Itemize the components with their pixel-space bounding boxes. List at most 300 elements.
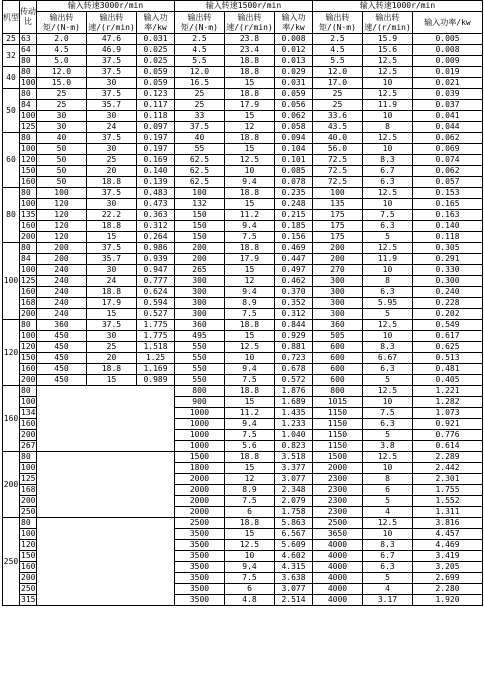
cell-torque-1000: 300: [313, 298, 363, 309]
cell-ratio: 200: [21, 430, 36, 439]
cell-torque-1000: 600: [313, 364, 363, 375]
cell-power-1000: 2.442: [413, 463, 483, 474]
table-row: [3, 375, 483, 386]
cell-power-3000: 0.031: [137, 34, 175, 45]
cell-ratio: 200: [21, 309, 36, 318]
cell-power-1000: 0.019: [413, 67, 483, 78]
table-body: [3, 34, 483, 606]
cell-out-speed-1500: 15: [225, 331, 275, 342]
cell-torque-1000: 800: [313, 386, 363, 397]
table-row: [3, 78, 483, 89]
cell-out-speed-3000: 25: [87, 155, 137, 166]
cell-torque-1500: 3500: [175, 573, 225, 584]
cell-out-speed-1500: 15: [225, 397, 275, 408]
header-out-speed-1000: 输出转速/(r/min): [364, 12, 411, 32]
cell-torque-1000: 33.6: [313, 111, 363, 122]
cell-power-1000: 4.457: [413, 529, 483, 540]
cell-out-speed-1000: 6.7: [363, 166, 413, 177]
cell-ratio: 80: [20, 320, 37, 331]
cell-power-1000: 0.776: [413, 430, 483, 441]
cell-torque-3000: 50: [37, 177, 87, 188]
cell-power-1000: 0.062: [413, 166, 483, 177]
cell-out-speed-1500: 4.8: [225, 595, 275, 606]
cell-torque-1000: 4000: [313, 540, 363, 551]
cell-torque-1000: 300: [313, 287, 363, 298]
cell-out-speed-1500: 10: [225, 166, 275, 177]
cell-model: 40: [3, 67, 20, 89]
cell-empty-3000: [37, 386, 175, 452]
cell-out-speed-1500: 9.4: [225, 287, 275, 298]
cell-out-speed-1500: 15: [225, 463, 275, 474]
cell-torque-1500: 2000: [175, 496, 225, 507]
table-row: [3, 155, 483, 166]
cell-model: 160: [3, 386, 20, 452]
cell-out-speed-1500: 18.8: [225, 386, 275, 397]
cell-power-3000: 0.197: [137, 133, 175, 144]
cell-torque-1000: 1500: [313, 452, 363, 463]
cell-out-speed-1500: 17.9: [225, 100, 275, 111]
cell-power-1000: 0.291: [413, 254, 483, 265]
cell-power-1500: 1.876: [275, 386, 313, 397]
cell-power-1000: 3.205: [413, 562, 483, 573]
cell-torque-1000: 2300: [313, 474, 363, 485]
cell-torque-3000: 2.0: [37, 34, 87, 45]
cell-power-1000: 0.041: [413, 111, 483, 122]
cell-power-1000: 0.057: [413, 177, 483, 188]
cell-out-speed-3000: 37.5: [87, 67, 137, 78]
cell-ratio: 100: [21, 463, 36, 472]
cell-power-3000: 1.775: [137, 320, 175, 331]
cell-power-1500: 3.077: [275, 474, 313, 485]
cell-torque-1000: 43.5: [313, 122, 363, 133]
cell-power-3000: 0.123: [137, 89, 175, 100]
cell-ratio: 80: [20, 67, 37, 78]
cell-out-speed-1000: 6.3: [363, 221, 413, 232]
cell-power-1000: 3.816: [413, 518, 483, 529]
cell-out-speed-3000: 30: [87, 265, 137, 276]
cell-ratio: 160: [21, 221, 36, 230]
cell-power-1500: 0.248: [275, 199, 313, 210]
cell-torque-1000: 600: [313, 353, 363, 364]
cell-torque-1500: 900: [175, 397, 225, 408]
cell-ratio: 80: [20, 89, 37, 100]
cell-torque-1000: 600: [313, 375, 363, 386]
cell-power-1000: 3.419: [413, 551, 483, 562]
cell-power-1500: 6.567: [275, 529, 313, 540]
cell-power-1500: 1.689: [275, 397, 313, 408]
cell-torque-1500: 37.5: [175, 122, 225, 133]
cell-power-1500: 0.447: [275, 254, 313, 265]
cell-power-1500: 0.078: [275, 177, 313, 188]
cell-power-3000: 0.025: [137, 56, 175, 67]
cell-ratio: 80: [20, 452, 37, 463]
cell-out-speed-1000: 6.3: [363, 562, 413, 573]
cell-power-3000: 0.473: [137, 199, 175, 210]
cell-torque-3000: 50: [37, 166, 87, 177]
cell-power-1000: 0.405: [413, 375, 483, 386]
cell-out-speed-1500: 9.4: [225, 221, 275, 232]
cell-torque-3000: 200: [37, 243, 87, 254]
cell-power-1000: 0.614: [413, 441, 483, 452]
cell-out-speed-1500: 12: [225, 474, 275, 485]
cell-torque-1000: 40.0: [313, 133, 363, 144]
cell-power-1000: 2.301: [413, 474, 483, 485]
cell-out-speed-1000: 10: [363, 199, 413, 210]
cell-out-speed-1500: 7.5: [225, 309, 275, 320]
cell-torque-3000: 5.0: [37, 56, 87, 67]
table-row: [3, 320, 483, 331]
cell-out-speed-3000: 46.9: [87, 45, 137, 56]
cell-power-1500: 0.235: [275, 188, 313, 199]
cell-ratio: 200: [21, 375, 36, 384]
cell-out-speed-3000: 37.5: [87, 89, 137, 100]
cell-torque-1500: 3500: [175, 551, 225, 562]
cell-torque-1000: 72.5: [313, 155, 363, 166]
cell-torque-3000: 450: [37, 331, 87, 342]
cell-power-1500: 1.233: [275, 419, 313, 430]
table-row: [3, 298, 483, 309]
cell-power-3000: 0.363: [137, 210, 175, 221]
cell-out-speed-1000: 15.9: [363, 34, 413, 45]
cell-out-speed-1000: 10: [363, 397, 413, 408]
cell-torque-1500: 200: [175, 254, 225, 265]
table-row: [3, 177, 483, 188]
cell-power-3000: 0.624: [137, 287, 175, 298]
cell-out-speed-1000: 15.6: [363, 45, 413, 56]
cell-ratio: 315: [21, 595, 36, 604]
cell-power-1000: 0.074: [413, 155, 483, 166]
cell-torque-1500: 1500: [175, 452, 225, 463]
cell-out-speed-1500: 18.8: [225, 243, 275, 254]
cell-power-1000: 0.202: [413, 309, 483, 320]
cell-torque-1500: 1000: [175, 430, 225, 441]
table-row: [3, 144, 483, 155]
table-row: [3, 45, 483, 56]
cell-out-speed-1000: 6.3: [363, 419, 413, 430]
cell-out-speed-1000: 12.5: [363, 67, 413, 78]
header-torque-1000: 输出转矩/(N·m): [313, 12, 363, 34]
cell-out-speed-1000: 12.5: [363, 386, 413, 397]
cell-ratio: 150: [21, 551, 36, 560]
cell-out-speed-1000: 8.3: [363, 540, 413, 551]
cell-torque-1000: 2300: [313, 485, 363, 496]
cell-torque-1500: 3500: [175, 584, 225, 595]
header-model: 机型: [3, 1, 20, 34]
cell-out-speed-3000: 17.9: [87, 298, 137, 309]
table-row: [3, 265, 483, 276]
cell-power-1500: 0.013: [275, 56, 313, 67]
cell-out-speed-1500: 9.4: [225, 419, 275, 430]
cell-power-1500: 3.077: [275, 584, 313, 595]
cell-out-speed-1500: 7.5: [225, 573, 275, 584]
cell-out-speed-1500: 9.4: [225, 364, 275, 375]
cell-out-speed-1500: 12: [225, 122, 275, 133]
cell-power-3000: 0.059: [137, 78, 175, 89]
cell-ratio: 100: [21, 331, 36, 340]
cell-out-speed-1500: 18.8: [225, 56, 275, 67]
cell-ratio: 80: [20, 518, 37, 529]
cell-out-speed-1000: 8.3: [363, 155, 413, 166]
cell-out-speed-1000: 10: [363, 463, 413, 474]
cell-ratio: 250: [21, 507, 36, 516]
cell-out-speed-1500: 12.5: [225, 342, 275, 353]
cell-ratio: 80: [20, 188, 37, 199]
cell-ratio: 63: [20, 34, 37, 45]
cell-out-speed-1000: 5: [363, 309, 413, 320]
cell-power-1000: 0.163: [413, 210, 483, 221]
cell-empty-3000: [37, 518, 175, 606]
cell-torque-1500: 2000: [175, 485, 225, 496]
cell-out-speed-1500: 15: [225, 265, 275, 276]
cell-power-1000: 1.920: [413, 595, 483, 606]
cell-out-speed-1500: 18.8: [225, 133, 275, 144]
table-row: [3, 331, 483, 342]
cell-power-1000: 0.921: [413, 419, 483, 430]
cell-torque-1500: 800: [175, 386, 225, 397]
cell-power-1500: 0.462: [275, 276, 313, 287]
cell-model: 80: [3, 188, 20, 243]
table-row: [3, 309, 483, 320]
cell-power-1000: 0.625: [413, 342, 483, 353]
cell-power-1500: 0.844: [275, 320, 313, 331]
cell-power-1500: 0.008: [275, 34, 313, 45]
cell-torque-1500: 12.0: [175, 67, 225, 78]
cell-power-1000: 0.069: [413, 144, 483, 155]
cell-out-speed-3000: 30: [87, 78, 137, 89]
cell-ratio: 125: [21, 276, 36, 285]
cell-torque-3000: 240: [37, 276, 87, 287]
cell-out-speed-1000: 10: [363, 144, 413, 155]
table-row: [3, 56, 483, 67]
cell-torque-1500: 265: [175, 265, 225, 276]
cell-torque-1000: 2.5: [313, 34, 363, 45]
cell-out-speed-3000: 18.8: [87, 177, 137, 188]
cell-out-speed-1500: 12: [225, 276, 275, 287]
cell-out-speed-1000: 8.3: [363, 342, 413, 353]
cell-out-speed-1500: 12.5: [225, 540, 275, 551]
cell-power-3000: 0.312: [137, 221, 175, 232]
cell-torque-3000: 100: [37, 188, 87, 199]
header-out-speed-3000: 输出转速/(r/min): [88, 12, 135, 32]
cell-ratio: 267: [21, 441, 36, 450]
table-row: [3, 133, 483, 144]
cell-torque-1500: 33: [175, 111, 225, 122]
cell-ratio: 100: [21, 144, 36, 153]
cell-torque-1500: 62.5: [175, 166, 225, 177]
cell-torque-1000: 2500: [313, 518, 363, 529]
cell-out-speed-1500: 23.8: [225, 34, 275, 45]
cell-torque-3000: 450: [37, 375, 87, 386]
cell-out-speed-1000: 11.9: [363, 100, 413, 111]
cell-out-speed-1000: 5: [363, 430, 413, 441]
cell-out-speed-3000: 22.2: [87, 210, 137, 221]
cell-ratio: 200: [21, 232, 36, 241]
cell-out-speed-3000: 18.8: [87, 287, 137, 298]
cell-out-speed-3000: 47.6: [87, 34, 137, 45]
cell-power-3000: 0.986: [137, 243, 175, 254]
cell-out-speed-1000: 6.7: [363, 551, 413, 562]
cell-power-1000: 0.062: [413, 133, 483, 144]
cell-out-speed-1500: 12.5: [225, 155, 275, 166]
cell-empty-3000: [37, 452, 175, 518]
cell-power-1500: 3.638: [275, 573, 313, 584]
cell-power-3000: 0.197: [137, 144, 175, 155]
table-row: [3, 188, 483, 199]
cell-out-speed-1500: 5.6: [225, 441, 275, 452]
cell-torque-1500: 62.5: [175, 177, 225, 188]
cell-ratio: 160: [21, 364, 36, 373]
cell-power-1500: 3.377: [275, 463, 313, 474]
cell-ratio: 125: [21, 474, 36, 483]
cell-power-3000: 0.117: [137, 100, 175, 111]
cell-torque-3000: 120: [37, 210, 87, 221]
cell-torque-1500: 5.5: [175, 56, 225, 67]
cell-ratio: 200: [21, 573, 36, 582]
cell-torque-1500: 150: [175, 221, 225, 232]
cell-torque-1500: 150: [175, 210, 225, 221]
table-row: [3, 243, 483, 254]
table-row: [3, 111, 483, 122]
table-row: [3, 342, 483, 353]
cell-out-speed-1500: 10: [225, 353, 275, 364]
cell-power-1500: 0.059: [275, 89, 313, 100]
cell-out-speed-1500: 9.4: [225, 562, 275, 573]
cell-power-1500: 0.497: [275, 265, 313, 276]
cell-power-3000: 1.518: [137, 342, 175, 353]
table-row: [3, 100, 483, 111]
cell-power-1500: 0.823: [275, 441, 313, 452]
cell-out-speed-1500: 15: [225, 78, 275, 89]
cell-torque-3000: 30: [37, 111, 87, 122]
cell-torque-3000: 120: [37, 199, 87, 210]
cell-torque-3000: 50: [37, 144, 87, 155]
cell-ratio: 160: [21, 177, 36, 186]
cell-power-1500: 1.758: [275, 507, 313, 518]
cell-out-speed-3000: 30: [87, 111, 137, 122]
cell-power-1000: 0.037: [413, 100, 483, 111]
cell-ratio: 168: [21, 485, 36, 494]
cell-power-3000: 0.025: [137, 45, 175, 56]
cell-power-3000: 0.140: [137, 166, 175, 177]
cell-out-speed-1000: 12.5: [363, 243, 413, 254]
cell-torque-1500: 550: [175, 353, 225, 364]
cell-ratio: 100: [21, 78, 36, 87]
cell-out-speed-3000: 30: [87, 144, 137, 155]
cell-out-speed-1000: 8: [363, 276, 413, 287]
cell-out-speed-1500: 7.5: [225, 232, 275, 243]
cell-torque-3000: 450: [37, 353, 87, 364]
cell-power-3000: 1.169: [137, 364, 175, 375]
cell-out-speed-1000: 12.5: [363, 320, 413, 331]
cell-out-speed-1000: 6.67: [363, 353, 413, 364]
header-row-columns: [3, 12, 483, 34]
cell-out-speed-1000: 8: [363, 474, 413, 485]
cell-torque-3000: 25: [37, 100, 87, 111]
cell-ratio: 80: [20, 243, 37, 254]
cell-out-speed-1000: 5.95: [363, 298, 413, 309]
cell-torque-1000: 200: [313, 243, 363, 254]
cell-torque-1500: 300: [175, 309, 225, 320]
cell-power-1500: 0.469: [275, 243, 313, 254]
cell-power-1000: 0.118: [413, 232, 483, 243]
cell-out-speed-1500: 18.8: [225, 452, 275, 463]
cell-torque-1500: 16.5: [175, 78, 225, 89]
cell-torque-3000: 240: [37, 287, 87, 298]
cell-power-1500: 3.518: [275, 452, 313, 463]
cell-ratio: 120: [21, 342, 36, 351]
cell-torque-1000: 300: [313, 309, 363, 320]
cell-out-speed-1500: 18.8: [225, 89, 275, 100]
cell-out-speed-1500: 11.2: [225, 210, 275, 221]
cell-out-speed-1000: 12.5: [363, 133, 413, 144]
cell-power-1000: 0.009: [413, 56, 483, 67]
cell-power-1500: 0.085: [275, 166, 313, 177]
cell-power-1500: 0.678: [275, 364, 313, 375]
reducer-performance-table: [2, 0, 483, 606]
cell-out-speed-3000: 37.5: [87, 243, 137, 254]
cell-power-1500: 0.062: [275, 111, 313, 122]
cell-out-speed-3000: 35.7: [87, 100, 137, 111]
cell-power-1000: 1.755: [413, 485, 483, 496]
cell-torque-3000: 12.0: [37, 67, 87, 78]
cell-ratio: 80: [20, 386, 37, 397]
cell-out-speed-3000: 15: [87, 232, 137, 243]
cell-model: 60: [3, 133, 20, 188]
cell-torque-1500: 360: [175, 320, 225, 331]
table-row: [3, 254, 483, 265]
cell-torque-1000: 1015: [313, 397, 363, 408]
cell-power-3000: 0.483: [137, 188, 175, 199]
cell-ratio: 100: [21, 397, 36, 406]
cell-out-speed-1500: 17.9: [225, 254, 275, 265]
cell-power-1500: 0.031: [275, 78, 313, 89]
cell-ratio: 125: [21, 122, 36, 131]
cell-torque-3000: 450: [37, 342, 87, 353]
cell-power-3000: 0.527: [137, 309, 175, 320]
table-row: [3, 287, 483, 298]
cell-torque-1000: 175: [313, 221, 363, 232]
cell-torque-3000: 50: [37, 155, 87, 166]
header-speed-3000: 输入转速3000r/min: [37, 1, 175, 12]
cell-torque-1500: 200: [175, 243, 225, 254]
cell-torque-1000: 1150: [313, 408, 363, 419]
cell-torque-1000: 12.0: [313, 67, 363, 78]
cell-ratio: 150: [21, 166, 36, 175]
cell-out-speed-1500: 11.2: [225, 408, 275, 419]
cell-power-1000: 1.552: [413, 496, 483, 507]
cell-out-speed-1500: 15: [225, 529, 275, 540]
cell-out-speed-1000: 10: [363, 265, 413, 276]
cell-out-speed-1000: 5: [363, 496, 413, 507]
cell-power-1500: 4.315: [275, 562, 313, 573]
cell-out-speed-3000: 18.8: [87, 221, 137, 232]
cell-power-1500: 0.056: [275, 100, 313, 111]
table-row: [3, 199, 483, 210]
cell-out-speed-1000: 10: [363, 331, 413, 342]
table-row: [3, 221, 483, 232]
cell-out-speed-1000: 7.5: [363, 408, 413, 419]
cell-torque-1500: 25: [175, 100, 225, 111]
cell-torque-3000: 120: [37, 221, 87, 232]
header-power-3000: 输入功率/kw: [137, 12, 175, 34]
cell-out-speed-3000: 30: [87, 199, 137, 210]
cell-power-1000: 0.228: [413, 298, 483, 309]
cell-torque-1000: 300: [313, 276, 363, 287]
cell-ratio: 160: [21, 419, 36, 428]
cell-out-speed-3000: 35.7: [87, 254, 137, 265]
cell-power-1000: 0.165: [413, 199, 483, 210]
cell-out-speed-3000: 15: [87, 375, 137, 386]
